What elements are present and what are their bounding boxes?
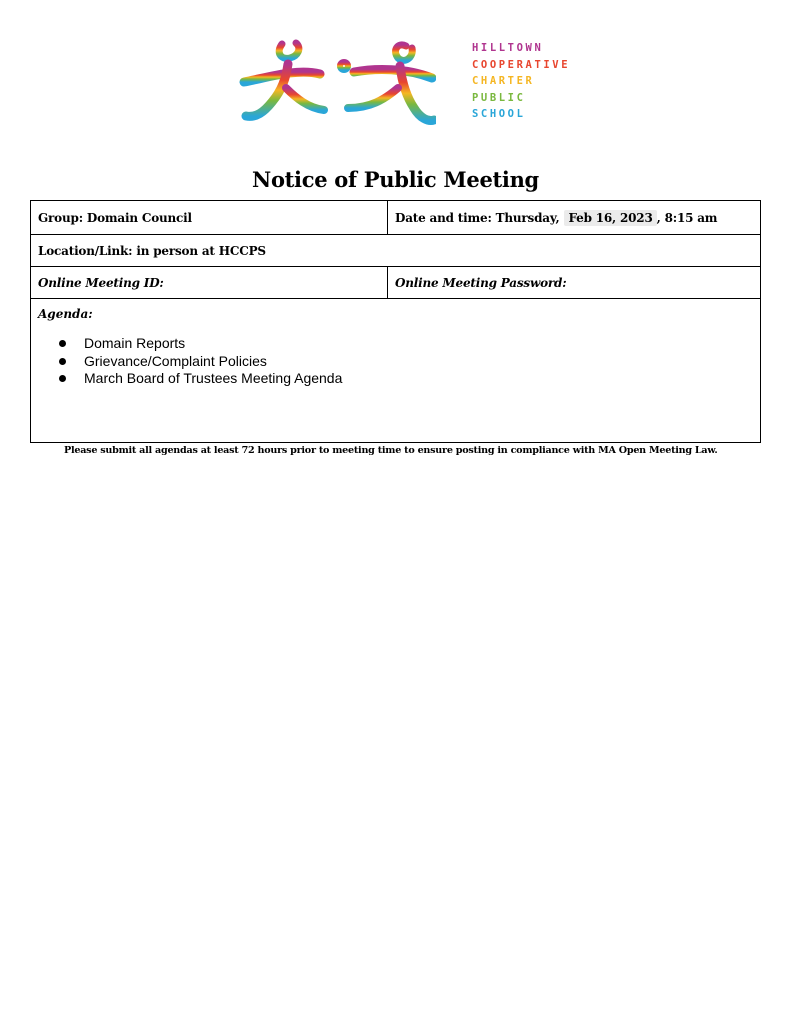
submission-note: Please submit all agendas at least 72 hours prior to meeting time to ensure posting in compliance with MA Open Meeting Law. (64, 445, 718, 456)
table-row-online (31, 267, 760, 299)
location-cell: Location/Link: in person at HCCPS (38, 243, 266, 258)
meeting-id-cell: Online Meeting ID: (38, 275, 164, 290)
meeting-password-cell: Online Meeting Password: (387, 267, 760, 298)
bullet-icon (59, 340, 66, 347)
logo-wordmark (472, 40, 582, 123)
agenda-list (59, 335, 342, 388)
meeting-details-table (30, 200, 761, 443)
agenda-item-text: Domain Reports (84, 335, 186, 351)
time-value: , 8:15 am (656, 210, 718, 225)
logo-word-5: SCHOOL (472, 108, 526, 120)
table-row-group (31, 201, 760, 235)
logo-word-1: HILLTOWN (472, 42, 544, 54)
logo-word-4: PUBLIC (472, 91, 526, 104)
agenda-item-text: Grievance/Complaint Policies (84, 352, 267, 369)
date-time-label: Date and time: Thursday, (395, 210, 560, 225)
dancing-figures-logo-icon (236, 38, 436, 128)
bullet-icon (59, 375, 66, 382)
logo-word-3: CHARTER (472, 75, 535, 87)
list-item (59, 370, 342, 388)
school-logo (236, 38, 576, 130)
logo-word-2: COOPERATIVE (472, 58, 571, 71)
date-time-cell (387, 201, 760, 234)
list-item (59, 353, 342, 371)
table-row-location (31, 235, 760, 267)
agenda-item-text: March Board of Trustees Meeting Agenda (84, 370, 343, 386)
agenda-section (31, 299, 760, 442)
date-chip[interactable]: Feb 16, 2023 (564, 210, 656, 226)
page-title: Notice of Public Meeting (252, 167, 539, 192)
group-cell: Group: Domain Council (38, 210, 192, 225)
list-item (59, 335, 342, 353)
bullet-icon (59, 358, 66, 365)
agenda-label: Agenda: (38, 307, 93, 321)
